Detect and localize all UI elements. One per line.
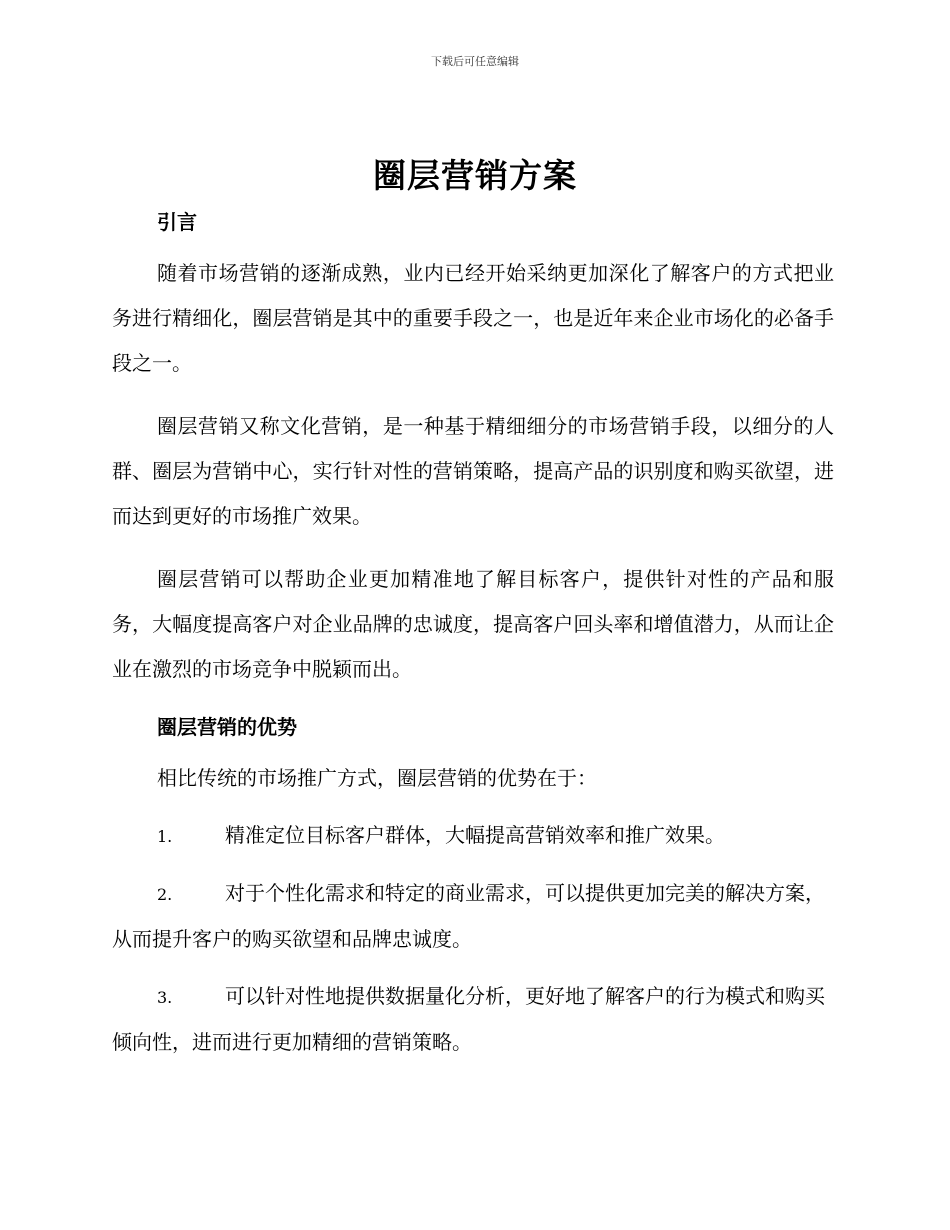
list-number: 1.: [157, 827, 173, 846]
advantage-item-text: 对于个性化需求和特定的商业需求，可以提供更加完美的解决方案，从而提升客户的购买欲望和品牌忠诚度。: [112, 881, 825, 951]
intro-paragraph-2: 圈层营销又称文化营销，是一种基于精细细分的市场营销手段，以细分的人群、圈层为营销中心，实行针对性的营销策略，提高产品的识别度和购买欲望，进而达到更好的市场推广效果。: [112, 414, 834, 528]
advantages-lead: 相比传统的市场推广方式，圈层营销的优势在于：: [157, 766, 597, 790]
advantage-item-3: [112, 974, 834, 1065]
section-heading-advantages: 圈层营销的优势: [157, 715, 297, 739]
header-note: 下载后可任意编辑: [431, 55, 519, 68]
advantage-item-1: [112, 813, 834, 859]
intro-paragraph-3: 圈层营销可以帮助企业更加精准地了解目标客户，提供针对性的产品和服务，大幅度提高客户对企业品牌的忠诚度，提高客户回头率和增值潜力，从而让企业在激烈的市场竞争中脱颖而出。: [112, 567, 834, 681]
section-heading-intro: 引言: [157, 210, 197, 234]
document-title: 圈层营销方案: [373, 156, 577, 195]
list-number: 3.: [157, 988, 173, 1007]
document-body: [112, 205, 834, 1065]
advantage-item-2: [112, 871, 834, 962]
advantage-item-text: 可以针对性地提供数据量化分析，更好地了解客户的行为模式和购买倾向性，进而进行更加精细的营销策略。: [112, 984, 825, 1054]
list-number: 2.: [157, 885, 173, 904]
intro-paragraph-1: 随着市场营销的逐渐成熟，业内已经开始采纳更加深化了解客户的方式把业务进行精细化，圈层营销是其中的重要手段之一，也是近年来企业市场化的必备手段之一。: [112, 261, 834, 375]
advantage-item-text: 精准定位目标客户群体，大幅提高营销效率和推广效果。: [225, 823, 725, 847]
